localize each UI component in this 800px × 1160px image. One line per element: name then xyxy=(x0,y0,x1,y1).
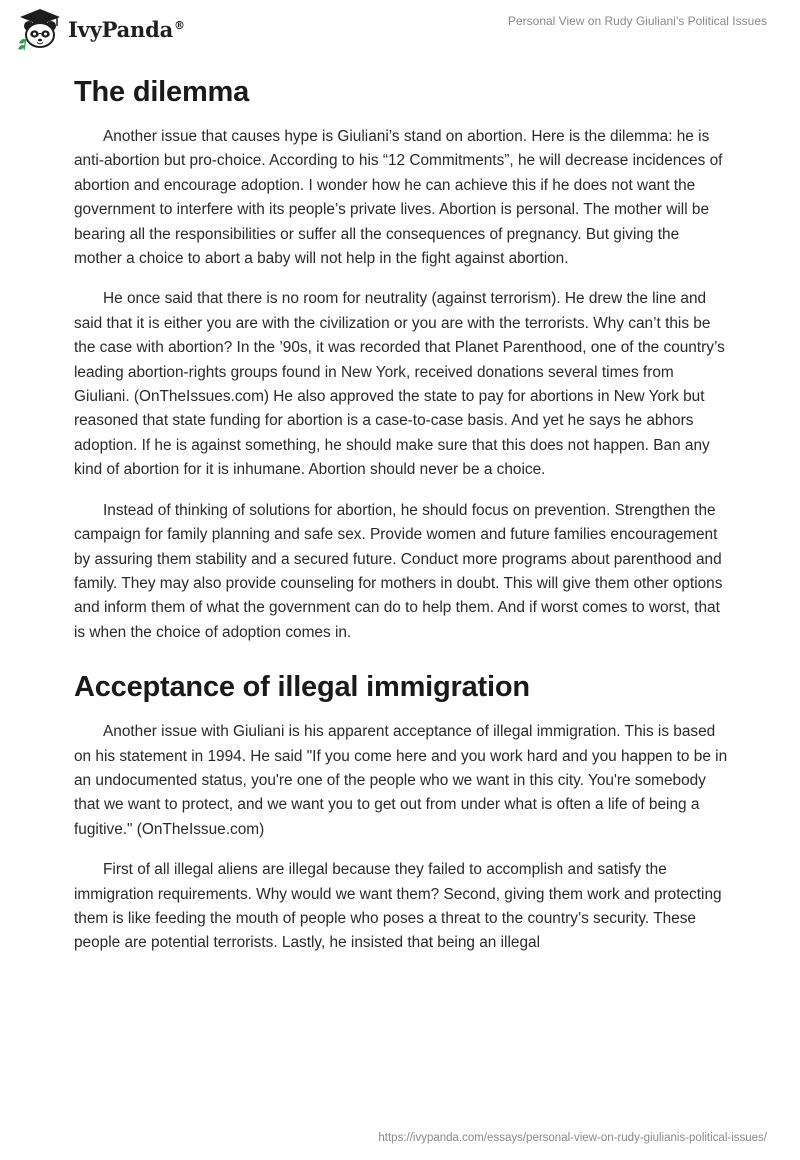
essay-content xyxy=(74,68,728,972)
document-title: Personal View on Rudy Giuliani’s Political Issues xyxy=(507,14,767,28)
paragraph: He once said that there is no room for neutrality (against terrorism). He drew the line and said that it is either you are with the civilization or you are with the terrorists. Why can’t this be the case with abortion? In the ’90s, it was recorded that Planet Parenthood, one of the country’s leading abortion-rights groups found in New York, received donations several times from Giuliani. (OnTheIssues.com) He also approved the state to pay for abortions in New York but reasoned that state funding for abortion is a case-to-case basis. And yet he says he abhors adoption. If he is against something, he should make sure that this does not happen. Ban any kind of abortion for it is inhumane. Abortion should never be a choice. xyxy=(74,290,725,479)
paragraph: Instead of thinking of solutions for abortion, he should focus on prevention. Strengthen the campaign for family planning and safe sex. Provide women and future families encouragement by assuring them stability and a secured future. Conduct more programs about parenthood and family. They may also provide counseling for mothers in doubt. This will give them other options and inform them of what the government can do to help them. And if worst comes to worst, that is when the choice of adoption comes in. xyxy=(74,501,723,641)
paragraph: First of all illegal aliens are illegal because they failed to accomplish and satisfy the immigration requirements. Why would we want them? Second, giving them work and protecting them is like feeding the mouth of people who poses a threat to the country’s security. These people are potential terrorists. Lastly, he insisted that being an illegal xyxy=(74,861,722,952)
footer-source-url[interactable]: https://ivypanda.com/essays/personal-view-on-rudy-giulianis-political-issues/ xyxy=(378,1132,767,1144)
brand-logo[interactable] xyxy=(16,7,185,51)
panda-graduation-cap-icon xyxy=(16,7,64,51)
section-heading-immigration: Acceptance of illegal immigration xyxy=(74,671,530,704)
page-header xyxy=(0,0,800,60)
brand-name-text: IvyPanda xyxy=(68,16,174,42)
paragraph: Another issue that causes hype is Giuliani’s stand on abortion. Here is the dilemma: he is anti-abortion but pro-choice. According to his “12 Commitments”, he will decrease incidences of abortion and encourage adoption. I wonder how he can achieve this if he does not want the government to interfere with its people’s private lives. Abortion is personal. The mother will be bearing all the responsibilities or suffer all the consequences of pregnancy. But giving the mother a choice to abort a baby will not help in the fight against abortion. xyxy=(74,128,723,268)
section-heading-dilemma: The dilemma xyxy=(74,76,250,108)
brand-name xyxy=(68,17,185,42)
paragraph: Another issue with Giuliani is his apparent acceptance of illegal immigration. This is based on his statement in 1994. He said "If you come here and you work hard and you happen to be in an undocumented status, you're one of the people who we want in this city. You're somebody that we want to protect, and we want you to get out from under what is often a life of being a fugitive." (OnTheIssue.com) xyxy=(74,723,728,838)
brand-registered-mark: ® xyxy=(174,18,185,32)
